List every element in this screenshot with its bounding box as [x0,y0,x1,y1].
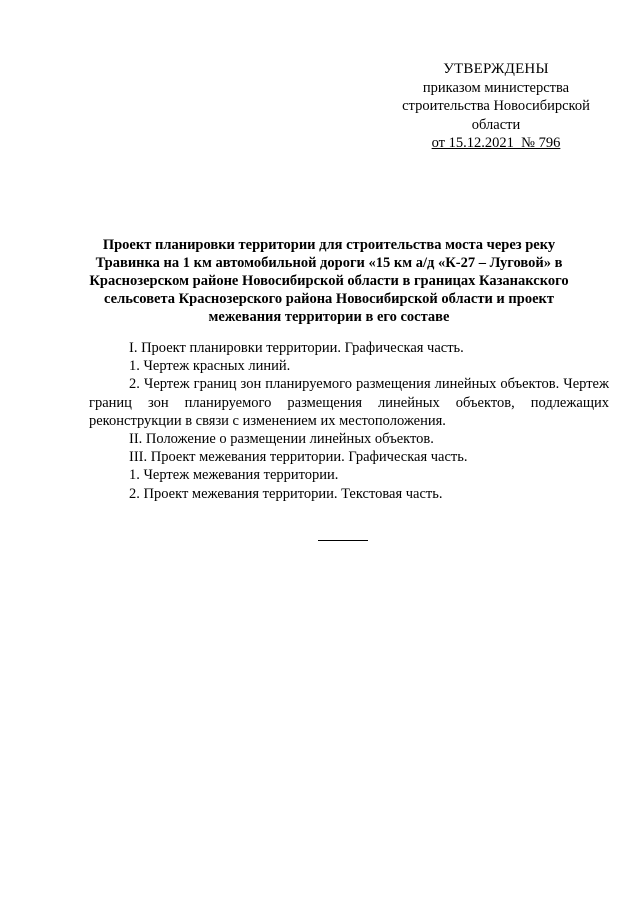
document-title-line: межевания территории в его составе [208,309,450,325]
contents-item: III. Проект межевания территории. Графическая часть. [129,449,468,466]
contents-item: 2. Чертеж границ зон планируемого размещения линейных объектов. Чертеж границ зон планируемого размещения линейных объектов, подлежащих реконструкции в связи с изменением их местоположения. [89,376,609,429]
approval-title: УТВЕРЖДЕНЫ [443,61,549,77]
document-title-line: Проект планировки территории для строительства моста через реку [102,237,556,253]
document-title-line: сельсовета Краснозерского района Новосибирской области и проект [104,291,554,307]
document-title-line: Краснозерском районе Новосибирской области в границах Казанакского [89,273,569,289]
contents-item: II. Положение о размещении линейных объектов. [129,431,434,448]
end-divider [318,540,368,541]
document-title [82,236,576,326]
contents-item: I. Проект планировки территории. Графическая часть. [129,340,464,356]
approval-date: от 15.12.2021 № 796 [431,135,561,151]
approval-line: приказом министерства [422,79,570,96]
contents-item: 1. Чертеж красных линий. [129,358,291,375]
approval-line: строительства Новосибирской [402,98,590,114]
document-title-line: Травинка на 1 км автомобильной дороги «15 км а/д «К-27 – Луговой» в [95,255,563,271]
contents-list [89,339,609,503]
contents-item: 2. Проект межевания территории. Текстовая часть. [129,485,443,502]
contents-item: 1. Чертеж межевания территории. [129,467,339,484]
approval-line: области [471,116,521,133]
approval-stamp [385,60,607,153]
